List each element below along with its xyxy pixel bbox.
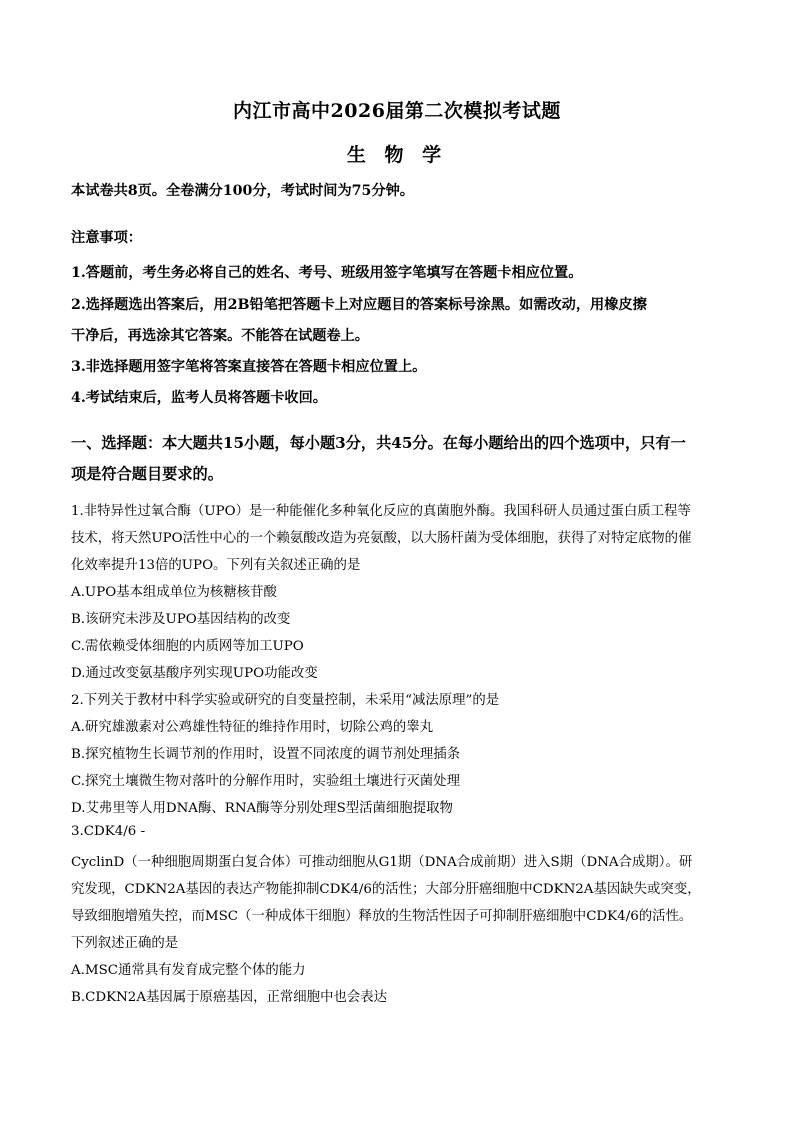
- section-heading: 项是符合题目要求的。: [71, 465, 223, 483]
- section-heading: 一、选择题：本大题共15小题，每小题3分，共45分。在每小题给出的四个选项中，只有一: [71, 434, 686, 452]
- note-item: 2.选择题选出答案后，用2B铅笔把答题卡上对应题目的答案标号涂黑。如需改动，用橡皮擦: [71, 297, 647, 313]
- note-item: 4.考试结束后，监考人员将答题卡收回。: [71, 390, 327, 406]
- option-line: A.研究雄激素对公鸡雄性特征的维持作用时，切除公鸡的睾丸: [71, 720, 434, 735]
- question-line: 2.下列关于教材中科学实验或研究的自变量控制，未采用“减法原理”的是: [71, 693, 500, 708]
- question-line: 导致细胞增殖失控，而MSC（一种成体干细胞）释放的生物活性因子可抑制肝癌细胞中CDK4/6的活性。: [71, 909, 693, 924]
- note-item: 3.非选择题用签字笔将答案直接答在答题卡相应位置上。: [71, 359, 427, 375]
- question-line: 化效率提升13倍的UPO。下列有关叙述正确的是: [71, 558, 361, 573]
- note-item: 干净后，再选涂其它答案。不能答在试题卷上。: [71, 328, 369, 344]
- option-line: D.艾弗里等人用DNA酶、RNA酶等分别处理S型活菌细胞提取物: [71, 801, 453, 816]
- exam-intro: 本试卷共8页。全卷满分100分，考试时间为75分钟。: [71, 183, 414, 199]
- question-line: 究发现，CDKN2A基因的表达产物能抑制CDK4/6的活性；大部分肝癌细胞中CDKN2A基因缺失或突变，: [71, 882, 701, 897]
- option-line: C.需依赖受体细胞的内质网等加工UPO: [71, 639, 304, 654]
- option-line: B.探究植物生长调节剂的作用时，设置不同浓度的调节剂处理插条: [71, 747, 461, 762]
- option-line: B.该研究未涉及UPO基因结构的改变: [71, 612, 291, 627]
- question-line: 1.非特异性过氧合酶（UPO）是一种能催化多种氧化反应的真菌胞外酶。我国科研人员通过蛋白质工程等: [71, 504, 691, 519]
- question-line: 下列叙述正确的是: [71, 936, 179, 951]
- option-line: D.通过改变氨基酸序列实现UPO功能改变: [71, 666, 318, 681]
- question-line: CyclinD（一种细胞周期蛋白复合体）可推动细胞从G1期（DNA合成前期）进入S期（DNA合成期）。研: [71, 855, 693, 870]
- option-line: A.MSC通常具有发育成完整个体的能力: [71, 963, 306, 978]
- option-line: B.CDKN2A基因属于原癌基因，正常细胞中也会表达: [71, 990, 388, 1005]
- option-line: A.UPO基本组成单位为核糖核苷酸: [71, 585, 277, 600]
- subject-title: 生 物 学: [346, 144, 448, 166]
- note-item: 1.答题前，考生务必将自己的姓名、考号、班级用签字笔填写在答题卡相应位置。: [71, 265, 583, 281]
- exam-title: 内江市高中2026届第二次模拟考试题: [233, 100, 561, 122]
- question-line: 3.CDK4/6 -: [71, 824, 146, 839]
- notes-heading: 注意事项：: [71, 230, 142, 246]
- option-line: C.探究土壤微生物对落叶的分解作用时，实验组土壤进行灭菌处理: [71, 774, 460, 789]
- question-line: 技术，将天然UPO活性中心的一个赖氨酸改造为亮氨酸，以大肠杆菌为受体细胞，获得了对特定底物的催: [71, 531, 692, 546]
